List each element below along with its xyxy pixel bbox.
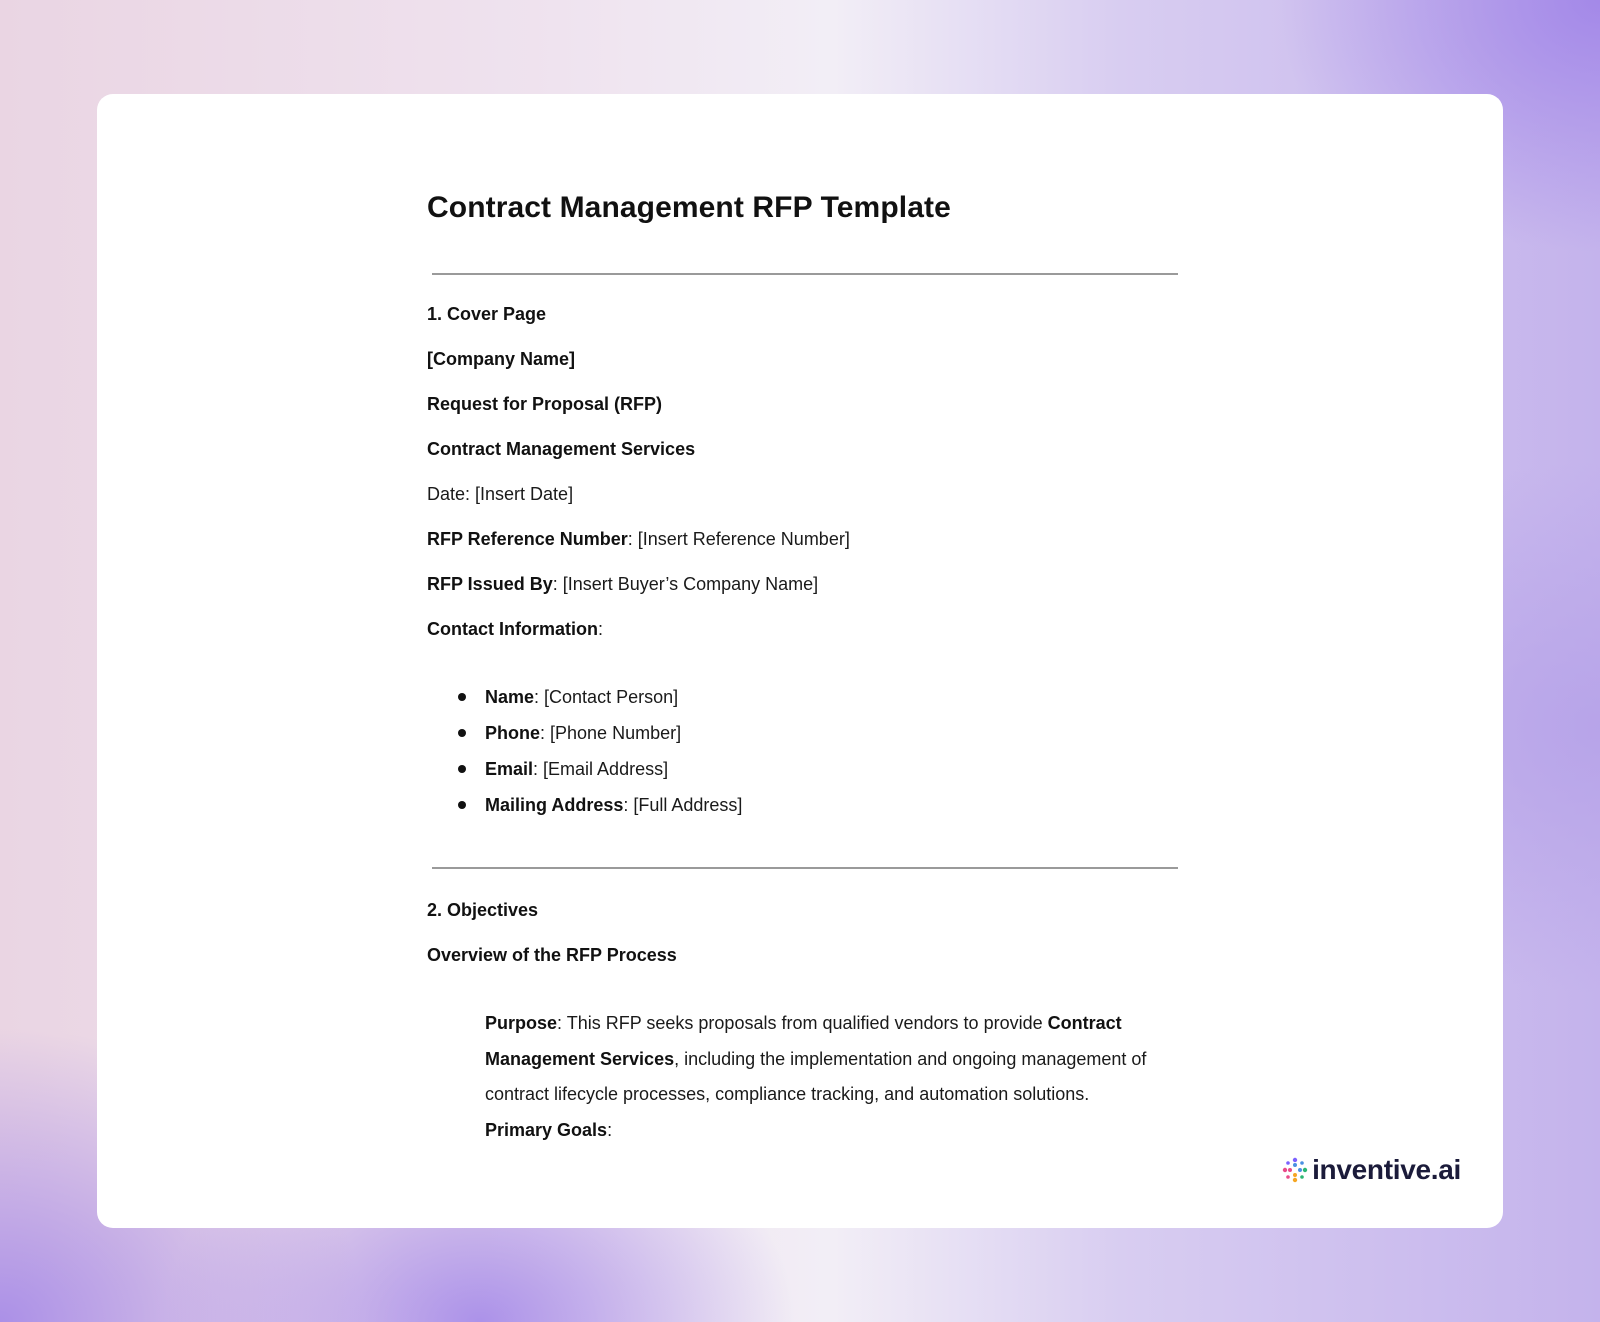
primary-goals-suffix: :: [607, 1119, 613, 1140]
brand-logo: [1282, 1152, 1461, 1188]
list-item: [427, 793, 1187, 817]
document-body: [427, 186, 1187, 1148]
list-item: [427, 757, 1187, 781]
section-divider: [432, 867, 1178, 869]
logo-text: inventive.ai: [1312, 1154, 1461, 1185]
bullet-icon: [458, 693, 466, 701]
contact-item-value: : [Phone Number]: [540, 723, 682, 743]
list-item: [427, 685, 1187, 709]
sparkle-dots-icon: [1282, 1157, 1308, 1183]
contact-label: Contact Information: [427, 619, 598, 639]
contact-suffix: :: [598, 619, 604, 639]
contact-item-label: Name: [485, 687, 535, 707]
list-item: [427, 721, 1187, 745]
bullet-icon: [458, 765, 466, 773]
reference-line: [427, 527, 1187, 551]
reference-value: : [Insert Reference Number]: [627, 529, 850, 549]
contact-item-label: Email: [485, 759, 534, 779]
purpose-paragraph: [485, 1006, 1175, 1113]
issued-by-line: [427, 572, 1187, 596]
primary-goals-line: [485, 1113, 1187, 1148]
primary-goals-label: Primary Goals: [485, 1119, 608, 1140]
section-heading-objectives: 2. Objectives: [427, 900, 539, 920]
request-title: Request for Proposal (RFP): [427, 394, 663, 414]
section-heading-cover: 1. Cover Page: [427, 304, 547, 324]
purpose-highlight: Contract Management Services: [485, 1013, 1122, 1069]
reference-label: RFP Reference Number: [427, 529, 628, 549]
company-name: [Company Name]: [427, 349, 576, 369]
objectives-subheading: Overview of the RFP Process: [427, 945, 677, 965]
bullet-icon: [458, 801, 466, 809]
contact-list: [427, 685, 1187, 817]
issued-by-label: RFP Issued By: [427, 574, 553, 594]
contact-heading: [427, 617, 1187, 641]
purpose-label: Purpose: [485, 1013, 558, 1033]
date-line: Date: [Insert Date]: [427, 484, 574, 504]
contact-item-value: : [Contact Person]: [534, 687, 679, 707]
contact-item-label: Mailing Address: [485, 795, 624, 815]
section-divider: [432, 273, 1178, 275]
contact-item-value: : [Email Address]: [533, 759, 669, 779]
document-card: [97, 94, 1503, 1228]
contact-item-value: : [Full Address]: [623, 795, 743, 815]
purpose-text-continued: , including the implementation and ongoing management of contract lifecycle processes, compliance tracking, and automation solutions.: [485, 1048, 1147, 1104]
bullet-icon: [458, 729, 466, 737]
issued-by-value: : [Insert Buyer’s Company Name]: [552, 574, 819, 594]
contact-item-label: Phone: [485, 723, 541, 743]
services-title: Contract Management Services: [427, 439, 696, 459]
purpose-text: : This RFP seeks proposals from qualified vendors to provide: [557, 1013, 1048, 1033]
document-title: Contract Management RFP Template: [427, 191, 951, 224]
